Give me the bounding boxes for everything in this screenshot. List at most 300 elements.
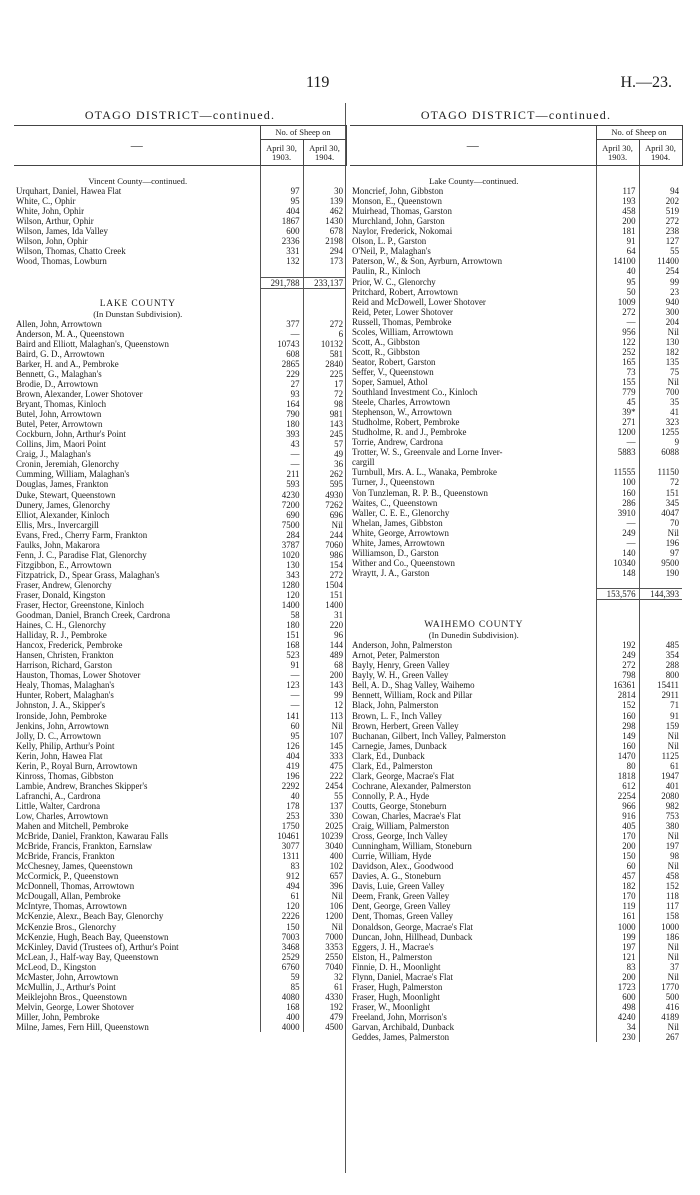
sheep-1904: 657 (303, 871, 346, 881)
sheep-1904: 9 (639, 437, 682, 447)
owner-name: Waller, C. E. E., Glenorchy (352, 507, 450, 518)
sheep-1904: 9500 (639, 558, 682, 568)
owner-name: Fraser, Hector, Greenstone, Kinloch (16, 600, 144, 611)
owner-name: Clark, Ed., Dunback (352, 750, 425, 761)
spacer-row (14, 166, 346, 177)
sheep-1903: 600 (596, 992, 639, 1002)
table-row (350, 477, 682, 487)
table-row (14, 246, 346, 256)
sheep-1904: 7060 (303, 540, 346, 550)
sheep-1904: 30 (303, 186, 346, 196)
sheep-1904 (639, 610, 682, 620)
sheep-1903: 600 (260, 226, 303, 236)
sheep-1904 (639, 630, 682, 640)
sheep-1904 (639, 578, 682, 589)
sheep-1904: 1000 (639, 922, 682, 932)
table-row (14, 972, 346, 982)
sheep-1903: 126 (260, 741, 303, 751)
owner-name: Moncrief, John, Gibbston (352, 186, 444, 197)
owner-name: McDougall, Allan, Pembroke (16, 891, 121, 902)
table-row (350, 347, 682, 357)
owner-name: Coutts, George, Stoneburn (352, 800, 447, 811)
table-body (350, 166, 682, 1043)
table-row (14, 439, 346, 449)
sheep-1903: 83 (596, 962, 639, 972)
table-row (350, 861, 682, 871)
owner-name: Cunningham, William, Stoneburn (352, 841, 472, 852)
owner-name (350, 600, 596, 611)
sheep-1904: Nil (639, 377, 682, 387)
table-row (350, 670, 682, 680)
table-row (350, 1012, 682, 1022)
sheep-1904: Nil (639, 972, 682, 982)
owner-name (14, 288, 260, 299)
table-row (350, 287, 682, 297)
sheep-1904: 70 (639, 518, 682, 528)
sheep-1903: 122 (596, 337, 639, 347)
sheep-1903: 149 (596, 731, 639, 741)
owner-name: White, George, Arrowtown (352, 527, 449, 538)
table-row (14, 369, 346, 379)
owner-name: Douglas, James, Frankton (16, 479, 109, 490)
table-row (350, 942, 682, 952)
sheep-1903: 1000 (596, 922, 639, 932)
table-row (14, 349, 346, 359)
sheep-1904 (639, 600, 682, 611)
owner-name: Southland Investment Co., Kinloch (352, 387, 478, 398)
sheep-1904: 41 (639, 407, 682, 417)
owner-name: Soper, Samuel, Athol (352, 376, 428, 387)
sheep-1904 (303, 266, 346, 277)
table-row (14, 459, 346, 469)
sheep-1903: 3787 (260, 540, 303, 550)
owner-name: Scott, R., Gibbston (352, 346, 420, 357)
sheep-1903: — (596, 437, 639, 447)
sheep-1903: 249 (596, 650, 639, 660)
table-row (14, 236, 346, 246)
table-row (14, 590, 346, 600)
table-row (14, 871, 346, 881)
sheep-1904: 130 (639, 337, 682, 347)
owner-name: Deem, Frank, Green Valley (352, 891, 450, 902)
table-row (350, 568, 682, 578)
table-row (350, 508, 682, 518)
table-row (14, 962, 346, 972)
sheep-1903: 779 (596, 387, 639, 397)
sheep-1903: 141 (260, 711, 303, 721)
owner-name: Mahen and Mitchell, Pembroke (16, 821, 129, 832)
sheep-1903: 196 (260, 771, 303, 781)
sheep-1904 (639, 457, 682, 467)
sheep-1903 (260, 288, 303, 299)
sheep-1903: 10743 (260, 339, 303, 349)
owner-name: McKenzie Bros., Glenorchy (16, 921, 117, 932)
sheep-1903 (260, 166, 303, 177)
owner-name: Allen, John, Arrowtown (16, 318, 102, 329)
sheep-1904: 2080 (639, 791, 682, 801)
table-row (14, 700, 346, 710)
subheading: Lake County—continued. (429, 176, 519, 187)
sheep-1903: 100 (596, 477, 639, 487)
owner-name: McKenzie, Alexr., Beach Bay, Glenorchy (16, 911, 164, 922)
owner-name: Pritchard, Robert, Arrowtown (352, 286, 458, 297)
sheep-1903: 252 (596, 347, 639, 357)
sheep-1904: 145 (303, 741, 346, 751)
sheep-1903: 230 (596, 1032, 639, 1042)
sheep-1903: 193 (596, 196, 639, 206)
sheep-1903: 160 (596, 741, 639, 751)
table-row (350, 911, 682, 921)
owner-name: McLeod, D., Kingston (16, 961, 97, 972)
sheep-1904: 72 (639, 477, 682, 487)
table-row (14, 339, 346, 349)
sheep-1904: 151 (639, 488, 682, 498)
sheep-1903: 59 (260, 972, 303, 982)
owner-name: Bayly, W. H., Green Valley (352, 670, 449, 681)
total-1903: 153,576 (596, 588, 639, 599)
owner-name: Dent, Thomas, Green Valley (352, 911, 453, 922)
county-heading: LAKE COUNTY (99, 298, 176, 309)
sheep-1903: 1818 (596, 771, 639, 781)
table-row (350, 357, 682, 367)
owner-name (350, 588, 596, 599)
owner-name: Fraser, Donald, Kingston (16, 589, 106, 600)
sheep-1904: 485 (639, 640, 682, 650)
sheep-1904: 462 (303, 206, 346, 216)
owner-name: Donaldson, George, Macrae's Flat (352, 921, 473, 932)
owner-name: Paterson, W., & Son, Ayrburn, Arrowtown (352, 256, 503, 267)
table-row (14, 319, 346, 329)
april-1904-header: April 30, 1904. (303, 140, 346, 166)
sheep-1903: 593 (260, 479, 303, 489)
sheep-1904: 99 (639, 277, 682, 287)
owner-name: Freeland, John, Morrison's (352, 1011, 447, 1022)
table-row (350, 1032, 682, 1042)
owner-name: Studholme, Robert, Pembroke (352, 417, 460, 428)
sheep-1904: 102 (303, 861, 346, 871)
table-row (14, 216, 346, 226)
sheep-count-group-header: No. of Sheep on (596, 126, 682, 140)
owner-name: Bryant, Thomas, Kinloch (16, 399, 107, 410)
sheep-1904: 137 (303, 801, 346, 811)
sheep-1904: 173 (303, 256, 346, 266)
owner-name: Elston, H., Palmerston (352, 951, 433, 962)
owner-name: Prior, W. C., Glenorchy (352, 276, 436, 287)
sheep-1904: 272 (639, 216, 682, 226)
table-row (14, 389, 346, 399)
table-row (14, 500, 346, 510)
owner-name: Whelan, James, Gibbston (352, 517, 443, 528)
table-row (350, 640, 682, 650)
sheep-1904: 32 (303, 972, 346, 982)
sheep-1904: 2840 (303, 359, 346, 369)
sheep-1904: Nil (639, 942, 682, 952)
sheep-1904: 49 (303, 449, 346, 459)
sheep-1903: 43 (260, 439, 303, 449)
sheep-table (350, 125, 683, 1042)
sheep-1903: 148 (596, 568, 639, 578)
table-row (350, 206, 682, 216)
sheep-1903: 178 (260, 801, 303, 811)
sheep-1904: 10132 (303, 339, 346, 349)
table-row (14, 540, 346, 550)
sheep-1903: 58 (260, 610, 303, 620)
sheep-1903: 343 (260, 570, 303, 580)
table-row (14, 761, 346, 771)
owner-name: Cumming, William, Malaghan's (16, 469, 130, 480)
sheep-1903: — (260, 670, 303, 680)
owner-name: Cross, George, Inch Valley (352, 831, 448, 842)
sheep-1903: 151 (260, 630, 303, 640)
table-row (14, 952, 346, 962)
sheep-1904: 2198 (303, 236, 346, 246)
sheep-1903: 272 (596, 660, 639, 670)
owner-name: Garvan, Archibald, Dunback (352, 1021, 455, 1032)
sheep-1904: 159 (639, 721, 682, 731)
sheep-1903: 1200 (596, 427, 639, 437)
sheep-1904: 696 (303, 510, 346, 520)
sheep-1904: 190 (639, 568, 682, 578)
district-title: OTAGO DISTRICT—continued. (420, 108, 612, 122)
sheep-1904: 197 (639, 841, 682, 851)
owner-name: Muirhead, Thomas, Garston (352, 206, 452, 217)
sheep-1903: 93 (260, 389, 303, 399)
table-row (350, 538, 682, 548)
sheep-1903: 14100 (596, 256, 639, 266)
owner-name: McMullin, J., Arthur's Point (16, 981, 116, 992)
sheep-1904: 152 (639, 881, 682, 891)
owner-name: Russell, Thomas, Pembroke (352, 316, 452, 327)
sheep-1903: 1280 (260, 580, 303, 590)
sheep-1903: 7500 (260, 520, 303, 530)
table-row (350, 518, 682, 528)
sheep-1904 (639, 166, 682, 177)
table-row (14, 1022, 346, 1032)
sheep-1903 (260, 299, 303, 309)
sheep-1904: 37 (639, 962, 682, 972)
table-row (350, 761, 682, 771)
owner-name: Halliday, R. J., Pembroke (16, 630, 107, 641)
sheep-1904: 55 (639, 246, 682, 256)
sheep-1903: 11555 (596, 467, 639, 477)
spacer-row (14, 288, 346, 299)
owner-name: Naylor, Frederick, Nokomai (352, 226, 453, 237)
sheep-1904 (303, 288, 346, 299)
sheep-1904: 3353 (303, 942, 346, 952)
sheep-1904: 186 (639, 932, 682, 942)
sheep-1904: 94 (639, 186, 682, 196)
table-row (14, 660, 346, 670)
table-row (350, 731, 682, 741)
table-row (350, 841, 682, 851)
sheep-1903: 161 (596, 911, 639, 921)
owner-name: Elliot, Alexander, Kinloch (16, 509, 110, 520)
table-row (350, 781, 682, 791)
owner-name: Wood, Thomas, Lowburn (16, 256, 107, 267)
owner-name: Turner, J., Queenstown (352, 477, 435, 488)
county-heading: WAIHEMO COUNTY (424, 620, 524, 631)
owner-name: Lafranchi, A., Cardrona (16, 790, 101, 801)
sheep-1903: 298 (596, 721, 639, 731)
sheep-1904: 1400 (303, 600, 346, 610)
sheep-1904: 17 (303, 379, 346, 389)
table-row (14, 206, 346, 216)
owner-name: Goodman, Daniel, Branch Creek, Cardrona (16, 610, 171, 621)
owner-name: Turnbull, Mrs. A. L., Wanaka, Pembroke (352, 467, 497, 478)
sheep-1903: 97 (260, 186, 303, 196)
sheep-1903: 64 (596, 246, 639, 256)
sheep-1904: 272 (303, 570, 346, 580)
owner-name: Olson, L. P., Garston (352, 236, 427, 247)
owner-name: Carnegie, James, Dunback (352, 740, 447, 751)
table-row (14, 751, 346, 761)
sheep-1903: 95 (260, 196, 303, 206)
table-row (14, 409, 346, 419)
owner-name: Kelly, Philip, Arthur's Point (16, 740, 115, 751)
sheep-1903: 50 (596, 287, 639, 297)
owner-name: Little, Walter, Cardrona (16, 800, 101, 811)
table-row (14, 399, 346, 409)
table-row (14, 520, 346, 530)
sheep-1903: 966 (596, 801, 639, 811)
right-column (350, 105, 682, 1042)
table-row (350, 1002, 682, 1012)
sheep-1903: 95 (596, 277, 639, 287)
sheep-1903: — (260, 700, 303, 710)
sheep-1904: 700 (639, 387, 682, 397)
owner-name: Healy, Thomas, Malaghan's (16, 680, 115, 691)
sheep-1903: 4240 (596, 1012, 639, 1022)
owner-name: Duke, Stewart, Queenstown (16, 489, 116, 500)
owner-name: Trotter, W. S., Greenvale and Lorne Inver- (352, 447, 503, 458)
table-row (350, 901, 682, 911)
april-1903-header: April 30, 1903. (596, 140, 639, 166)
page-number: 119 (306, 74, 330, 91)
sheep-1903: 60 (260, 721, 303, 731)
owner-name: Hancox, Frederick, Pembroke (16, 640, 123, 651)
owner-name: Miller, John, Pembroke (16, 1011, 100, 1022)
sheep-1904: 192 (303, 1002, 346, 1012)
table-row (14, 690, 346, 700)
table-row (350, 256, 682, 266)
sheep-1903: — (260, 459, 303, 469)
sheep-1903: 45 (596, 397, 639, 407)
spacer-row (350, 610, 682, 620)
sheep-1903: 170 (596, 831, 639, 841)
table-row (350, 791, 682, 801)
sheep-1904: 1125 (639, 751, 682, 761)
sheep-1904: 196 (639, 538, 682, 548)
sheep-1903: 419 (260, 761, 303, 771)
table-row (14, 560, 346, 570)
owner-name: Brodie, D., Arrowtown (16, 378, 99, 389)
sheep-1903 (260, 266, 303, 277)
table-row (14, 226, 346, 236)
owner-name: Arnot, Peter, Palmerston (352, 650, 440, 661)
sheep-1903 (596, 578, 639, 589)
owner-name: Davis, Luie, Green Valley (352, 881, 445, 892)
sheep-1904: 262 (303, 469, 346, 479)
sheep-1903: 377 (260, 319, 303, 329)
owner-name: Butel, Peter, Arrowtown (16, 419, 103, 430)
table-row (14, 881, 346, 891)
table-row (350, 277, 682, 287)
owner-name: Seator, Robert, Garston (352, 356, 436, 367)
sheep-1903: 2254 (596, 791, 639, 801)
sheep-1904: Nil (639, 731, 682, 741)
sheep-1903: 170 (596, 891, 639, 901)
sheep-1904: 2454 (303, 781, 346, 791)
table-row (14, 256, 346, 266)
sheep-1903: 912 (260, 871, 303, 881)
sheep-1903: 155 (596, 377, 639, 387)
table-row (350, 650, 682, 660)
table-row (350, 407, 682, 417)
sheep-1904: 225 (303, 369, 346, 379)
sheep-1903: 168 (260, 1002, 303, 1012)
owner-name: Studholme, R. and J., Pembroke (352, 427, 467, 438)
sheep-1904: 294 (303, 246, 346, 256)
owner-name: Dent, George, Green Valley (352, 901, 451, 912)
table-row (14, 811, 346, 821)
table-row (350, 186, 682, 196)
sheep-1903: 120 (260, 590, 303, 600)
owner-name: Murchland, John, Garston (352, 216, 445, 227)
table-row (350, 952, 682, 962)
sheep-1904: 151 (303, 590, 346, 600)
sheep-1904: Nil (303, 891, 346, 901)
sheep-1903: 160 (596, 711, 639, 721)
owner-name: Ellis, Mrs., Invercargill (16, 519, 99, 530)
table-row (14, 580, 346, 590)
sheep-1903: 192 (596, 640, 639, 650)
sheep-1903: 393 (260, 429, 303, 439)
april-1904-header: April 30, 1904. (639, 140, 682, 166)
table-row (14, 821, 346, 831)
sheep-1903: 211 (260, 469, 303, 479)
table-row (14, 650, 346, 660)
owner-name: Wither and Co., Queenstown (352, 557, 455, 568)
table-row (14, 640, 346, 650)
table-row (14, 851, 346, 861)
sheep-1904: 800 (639, 670, 682, 680)
sheep-1904: 61 (639, 761, 682, 771)
subheading: (In Dunstan Subdivision). (93, 308, 183, 319)
owner-name: Von Tunzleman, R. P. B., Queenstown (352, 487, 488, 498)
owner-name: O'Neil, P., Malaghan's (352, 246, 431, 257)
table-row (350, 337, 682, 347)
sheep-1903 (596, 610, 639, 620)
sheep-1903: 1020 (260, 550, 303, 560)
owner-name: Barker, H. and A., Pembroke (16, 358, 119, 369)
owner-name: Fenn, J. C., Paradise Flat, Glenorchy (16, 549, 147, 560)
owner-name: Waites, C., Queenstown (352, 497, 438, 508)
table-row (350, 851, 682, 861)
owner-name: Buchanan, Gilbert, Inch Valley, Palmerston (352, 730, 506, 741)
county-heading-row (14, 299, 346, 309)
sheep-1903: 60 (596, 861, 639, 871)
sheep-1903: 498 (596, 1002, 639, 1012)
sheep-1904: 98 (303, 399, 346, 409)
sheep-1903: 2226 (260, 911, 303, 921)
owner-name (14, 277, 260, 288)
owner-name: Low, Charles, Arrowtown (16, 811, 109, 821)
spacer-row (350, 578, 682, 589)
sheep-1904: 68 (303, 660, 346, 670)
owner-name: Baird and Elliott, Malaghan's, Queenstown (16, 338, 169, 349)
sheep-1903: 1470 (596, 751, 639, 761)
sheep-1904: 7040 (303, 962, 346, 972)
